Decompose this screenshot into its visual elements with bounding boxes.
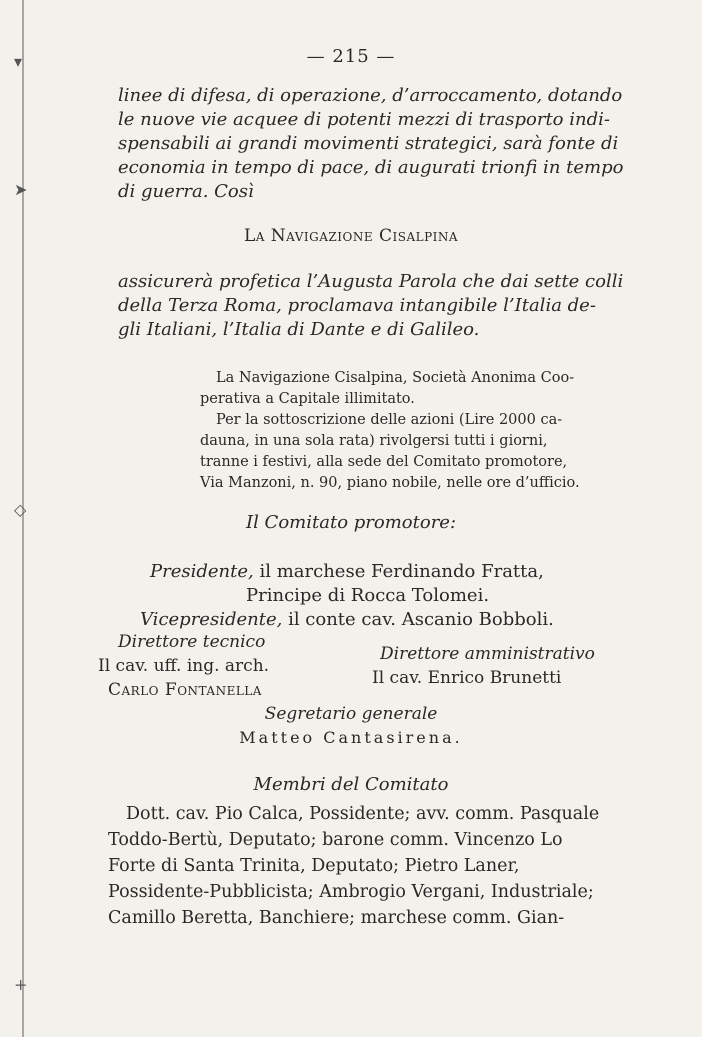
text-line: gli Italiani, l’Italia di Dante e di Galileo.: [118, 319, 480, 340]
person-name: Carlo Fontanella: [108, 680, 262, 700]
role-label: Presidente,: [150, 561, 254, 582]
notice-line: perativa a Capitale illimitato.: [200, 391, 415, 407]
binding-mark: ▾: [14, 52, 23, 71]
notice-line: La Navigazione Cisalpina, Società Anonima Coo-: [216, 370, 575, 386]
text-line: economia in tempo di pace, di augurati trionfi in tempo: [118, 157, 624, 178]
members-line: Camillo Beretta, Banchiere; marchese comm. Gian-: [108, 908, 565, 928]
members-line: Dott. cav. Pio Calca, Possidente; avv. comm. Pasquale: [126, 804, 600, 824]
binding-mark: ◇: [14, 500, 27, 519]
members-line: Forte di Santa Trinita, Deputato; Pietro Laner,: [108, 856, 520, 876]
notice-line: tranne i festivi, alla sede del Comitato promotore,: [200, 454, 568, 470]
text-line: linee di difesa, di operazione, d’arroccamento, dotando: [118, 85, 623, 106]
text-line: di guerra. Così: [118, 181, 254, 202]
person-name: Matteo Cantasirena.: [239, 728, 463, 747]
person-name: il marchese Ferdinando Fratta,: [259, 561, 544, 582]
text-line: le nuove vie acquee di potenti mezzi di trasporto indi-: [118, 109, 610, 130]
person-name: Il cav. Enrico Brunetti: [372, 668, 562, 688]
page-number: — 215 —: [306, 46, 396, 67]
members-heading: Membri del Comitato: [253, 774, 449, 795]
section-heading: La Navigazione Cisalpina: [243, 226, 459, 246]
role-label: Segretario generale: [264, 704, 438, 724]
role-label: Direttore amministrativo: [380, 644, 595, 664]
members-line: Toddo-Bertù, Deputato; barone comm. Vincenzo Lo: [108, 830, 563, 850]
text-line: assicurerà profetica l’Augusta Parola che dai sette colli: [118, 271, 624, 292]
text-line: spensabili ai grandi movimenti strategici, sarà fonte di: [118, 133, 619, 154]
binding-mark: ➤: [14, 180, 28, 199]
members-line: Possidente-Pubblicista; Ambrogio Vergani, Industriale;: [108, 882, 594, 902]
notice-line: Via Manzoni, n. 90, piano nobile, nelle ore d’ufficio.: [200, 475, 580, 491]
notice-line: Per la sottoscrizione delle azioni (Lire 2000 ca-: [216, 412, 563, 428]
notice-line: dauna, in una sola rata) rivolgersi tutti i giorni,: [200, 433, 548, 449]
role-label: Vicepresidente,: [140, 609, 283, 630]
role-label: Direttore tecnico: [118, 632, 266, 652]
person-name: il conte cav. Ascanio Bobboli.: [288, 609, 554, 630]
person-name: Il cav. uff. ing. arch.: [98, 656, 270, 676]
committee-heading: Il Comitato promotore:: [245, 512, 457, 533]
person-title: Principe di Rocca Tolomei.: [246, 585, 490, 606]
binding-mark: +: [14, 975, 28, 994]
text-line: della Terza Roma, proclamava intangibile l’Italia de-: [118, 295, 596, 316]
